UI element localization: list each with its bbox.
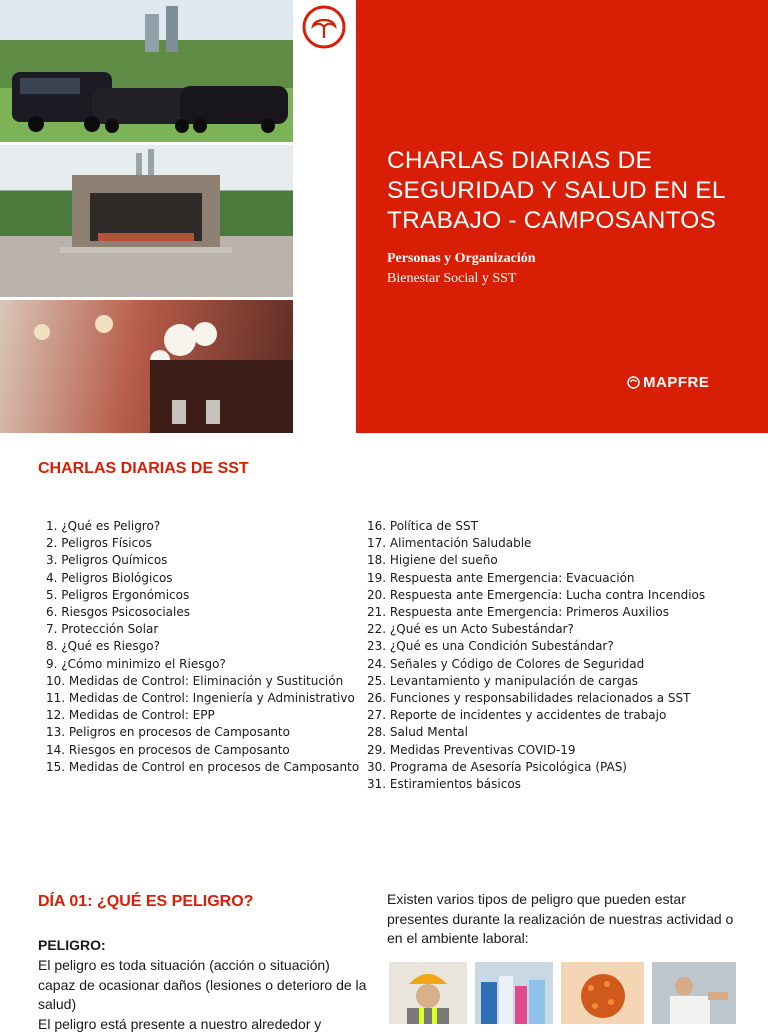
logo-box — [293, 0, 356, 58]
back-pain-illustration — [652, 962, 736, 1024]
list-item: 6. Riesgos Psicosociales — [46, 604, 359, 621]
list-item: 16. Política de SST — [367, 518, 705, 535]
list-item: 1. ¿Qué es Peligro? — [46, 518, 359, 535]
list-item: 12. Medidas de Control: EPP — [46, 707, 359, 724]
list-item: 10. Medidas de Control: Eliminación y Sustitución — [46, 673, 359, 690]
list-item: 4. Peligros Biológicos — [46, 570, 359, 587]
day-title: DÍA 01: ¿QUÉ ES PELIGRO? — [38, 893, 253, 911]
list-item: 21. Respuesta ante Emergencia: Primeros Auxilios — [367, 604, 705, 621]
list-item: 28. Salud Mental — [367, 724, 705, 741]
list-item: 23. ¿Qué es una Condición Subestándar? — [367, 638, 705, 655]
chapel-illustration — [0, 145, 293, 297]
photo-chemical-hazard — [475, 962, 553, 1024]
document-title: CHARLAS DIARIAS DE SEGURIDAD Y SALUD EN EL TRABAJO - CAMPOSANTOS — [387, 146, 757, 236]
definition-paragraph: El peligro es toda situación (acción o situación) capaz de ocasionar daños (lesiones o deterioro de la salud) — [38, 956, 368, 1015]
topic-list-left — [46, 518, 359, 776]
list-item: 7. Protección Solar — [46, 621, 359, 638]
list-item: 22. ¿Qué es un Acto Subestándar? — [367, 621, 705, 638]
casket-illustration — [0, 300, 293, 433]
list-item: 24. Señales y Código de Colores de Seguridad — [367, 656, 705, 673]
list-item: 19. Respuesta ante Emergencia: Evacuación — [367, 570, 705, 587]
list-item: 18. Higiene del sueño — [367, 552, 705, 569]
definition-paragraph: El peligro está presente a nuestro alrededor y — [38, 1015, 368, 1034]
list-item: 15. Medidas de Control en procesos de Camposanto — [46, 759, 359, 776]
cleaning-products-illustration — [475, 962, 553, 1024]
list-item: 9. ¿Cómo minimizo el Riesgo? — [46, 656, 359, 673]
area-label: Bienestar Social y SST — [387, 271, 517, 287]
photo-ergonomic-hazard — [652, 962, 736, 1024]
list-item: 27. Reporte de incidentes y accidentes de trabajo — [367, 707, 705, 724]
definition-heading: PELIGRO: — [38, 937, 106, 953]
photo-biological-hazard — [561, 962, 644, 1024]
list-item: 26. Funciones y responsabilidades relacionados a SST — [367, 690, 705, 707]
mapfre-emblem-icon — [293, 0, 356, 58]
virus-illustration — [561, 962, 644, 1024]
mapfre-logo-icon — [627, 376, 640, 389]
definition-text — [38, 956, 368, 1034]
department-label: Personas y Organización — [387, 251, 536, 267]
list-item: 20. Respuesta ante Emergencia: Lucha contra Incendios — [367, 587, 705, 604]
section-heading: CHARLAS DIARIAS DE SST — [38, 460, 249, 478]
worker-helmet-illustration — [389, 962, 467, 1024]
topic-list-right — [367, 518, 705, 793]
list-item: 14. Riesgos en procesos de Camposanto — [46, 742, 359, 759]
list-item: 8. ¿Qué es Riesgo? — [46, 638, 359, 655]
list-item: 25. Levantamiento y manipulación de cargas — [367, 673, 705, 690]
photo-funeral-vehicles — [0, 0, 293, 142]
vehicles-illustration — [0, 0, 293, 142]
photo-chapel — [0, 145, 293, 297]
list-item: 2. Peligros Físicos — [46, 535, 359, 552]
photo-casket-flowers — [0, 300, 293, 433]
list-item: 5. Peligros Ergonómicos — [46, 587, 359, 604]
list-item: 11. Medidas de Control: Ingeniería y Administrativo — [46, 690, 359, 707]
photo-physical-hazard — [389, 962, 467, 1024]
brand-logo — [627, 374, 709, 391]
list-item: 29. Medidas Preventivas COVID-19 — [367, 742, 705, 759]
list-item: 3. Peligros Químicos — [46, 552, 359, 569]
list-item: 17. Alimentación Saludable — [367, 535, 705, 552]
hazard-intro-text: Existen varios tipos de peligro que pueden estar presentes durante la realización de nuestras actividad o en el ambiente laboral: — [387, 890, 747, 949]
list-item: 30. Programa de Asesoría Psicológica (PAS) — [367, 759, 705, 776]
cover-banner — [356, 0, 768, 433]
list-item: 13. Peligros en procesos de Camposanto — [46, 724, 359, 741]
brand-name: MAPFRE — [643, 374, 709, 391]
list-item: 31. Estiramientos básicos — [367, 776, 705, 793]
